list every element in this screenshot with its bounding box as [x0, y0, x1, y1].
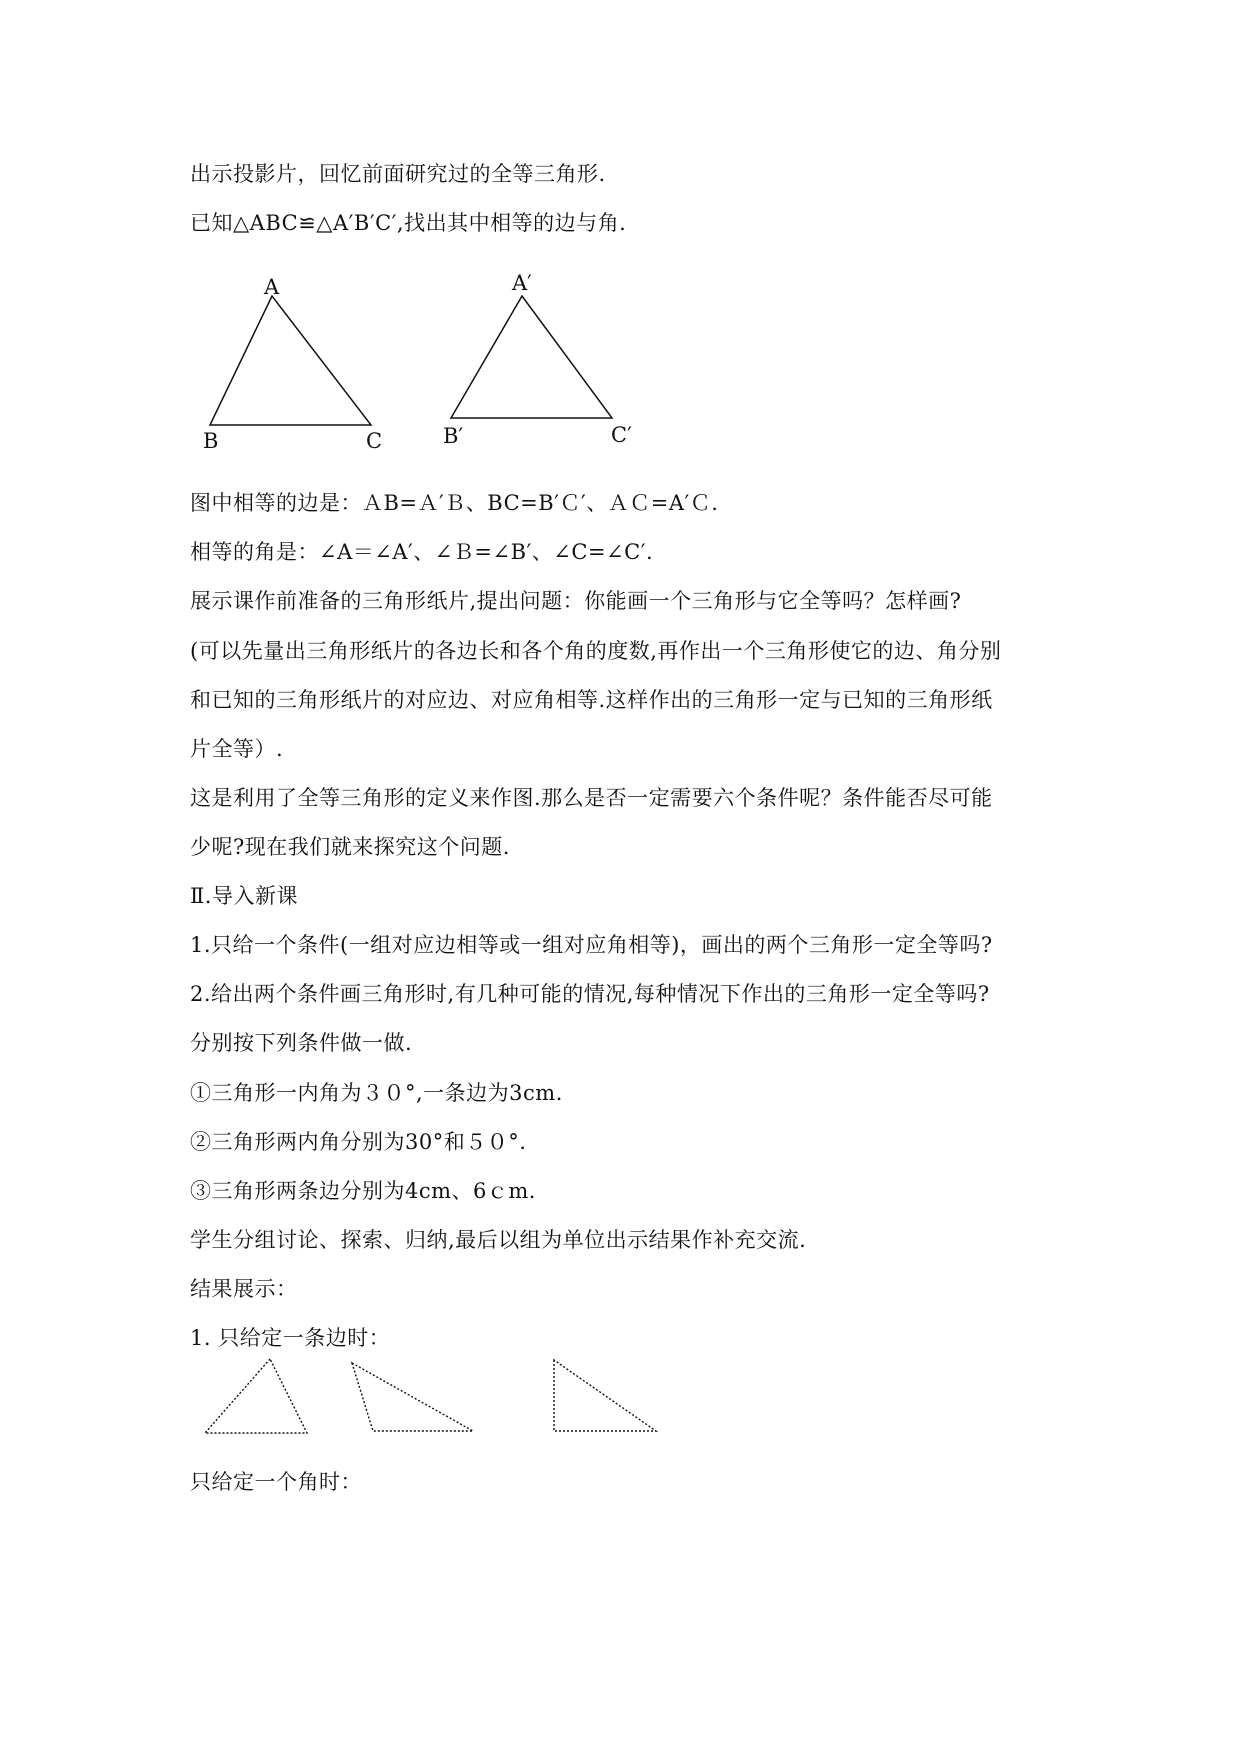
label-a-prime: A′ [512, 271, 532, 295]
text-line-6: (可以先量出三角形纸片的各边长和各个角的度数,再作出一个三角形使它的边、角分别 [190, 639, 1002, 663]
condition-2: ②三角形两内角分别为30°和５０°. [190, 1130, 527, 1154]
text-line-5: 展示课作前准备的三角形纸片,提出问题：你能画一个三角形与它全等吗？怎样画? [190, 589, 962, 613]
condition-3: ③三角形两条边分别为4cm、6ｃm. [190, 1179, 536, 1203]
text-line-21: 只给定一个角时： [190, 1470, 362, 1494]
text-line-12: 1.只给一个条件(一组对应边相等或一组对应角相等)，画出的两个三角形一定全等吗? [190, 933, 993, 957]
label-c: C [366, 429, 383, 453]
one-side-triangles-figure [0, 1350, 1241, 1450]
text-line-3: 图中相等的边是：ＡB=Ａ′Ｂ、BC=B′Ｃ′、ＡＣ=A′Ｃ. [190, 491, 719, 515]
text-line-9: 这是利用了全等三角形的定义来作图.那么是否一定需要六个条件呢？条件能否尽可能 [190, 786, 993, 810]
condition-1: ①三角形一内角为３０°,一条边为3cm. [190, 1081, 563, 1105]
congruent-triangles-figure [0, 0, 1241, 470]
dotted-triangle-2 [352, 1363, 473, 1431]
text-line-2: 已知△ABC≌△A′B′C′,找出其中相等的边与角. [190, 211, 627, 235]
text-line-18: 学生分组讨论、探索、归纳,最后以组为单位出示结果作补充交流. [190, 1228, 807, 1252]
text-line-20: 1. 只给定一条边时： [190, 1326, 391, 1350]
text-line-7: 和已知的三角形纸片的对应边、对应角相等.这样作出的三角形一定与已知的三角形纸 [190, 688, 993, 712]
text-line-4: 相等的角是：∠A＝∠A′、∠Ｂ=∠B′、∠C=∠C′. [190, 540, 654, 564]
section-heading: Ⅱ.导入新课 [190, 884, 298, 908]
text-line-14: 分别按下列条件做一做. [190, 1031, 413, 1055]
text-line-13: 2.给出两个条件画三角形时,有几种可能的情况,每种情况下作出的三角形一定全等吗? [190, 982, 990, 1006]
dotted-triangle-1 [205, 1359, 307, 1433]
text-line-1: 出示投影片，回忆前面研究过的全等三角形. [190, 162, 606, 186]
label-c-prime: C′ [611, 423, 632, 447]
text-line-10: 少呢?现在我们就来探究这个问题. [190, 835, 510, 859]
dotted-triangle-3 [554, 1360, 656, 1431]
label-a: A [264, 275, 280, 299]
label-b-prime: B′ [443, 424, 464, 448]
text-line-8: 片全等）. [190, 737, 284, 761]
triangle-abc [210, 296, 371, 425]
label-b: B [203, 429, 219, 453]
text-line-19: 结果展示： [190, 1277, 298, 1301]
triangle-abc-prime [451, 296, 612, 418]
